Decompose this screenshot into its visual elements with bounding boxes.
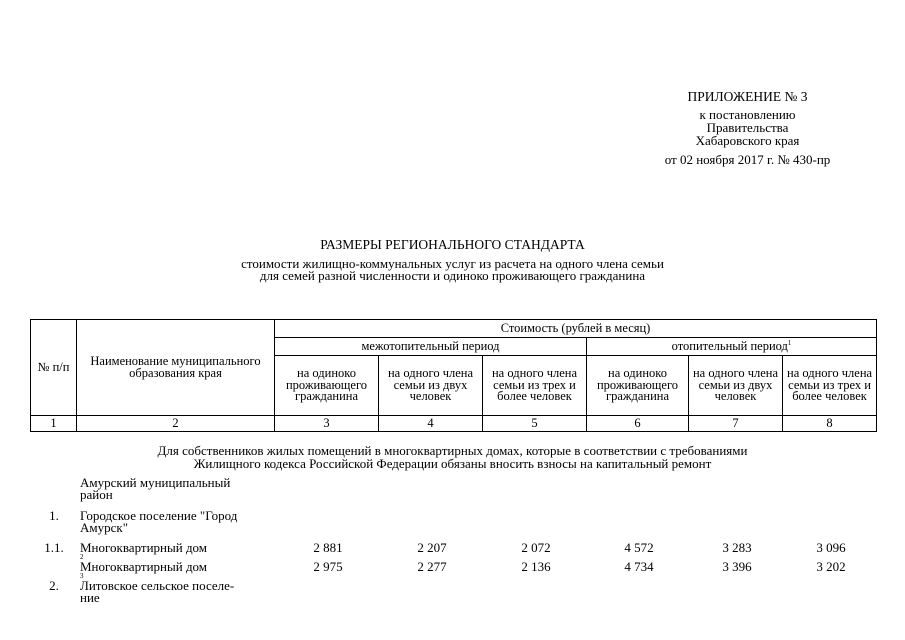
appendix-title: ПРИЛОЖЕНИЕ № 3 — [687, 89, 808, 104]
document-subtitle — [0, 258, 905, 282]
footnote-marker: 3 — [80, 572, 84, 580]
appendix-line-1: к постановлению — [699, 107, 796, 122]
value-cell: 2 277 — [417, 559, 447, 574]
value-cell: 4 734 — [624, 559, 654, 574]
column-number-4: 4 — [379, 416, 483, 432]
column-number-6: 6 — [587, 416, 689, 432]
header-municipality: Наименование муниципального образования края — [77, 320, 275, 416]
appendix-block — [640, 90, 855, 166]
header-single-inter: на одиноко проживающего гражданина — [275, 356, 379, 416]
header-two-inter: на одного члена семьи из двух человек — [379, 356, 483, 416]
section-note-line-2: Жилищного кодекса Российской Федерации обязаны вносить взносы на капитальный ремонт — [193, 456, 712, 471]
row-name-line-2: Амурск" — [80, 520, 129, 535]
column-number-5: 5 — [483, 416, 587, 432]
value-cell: 3 096 — [816, 540, 846, 555]
header-three-inter: на одного члена семьи из трех и более человек — [483, 356, 587, 416]
header-two-heating: на одного члена семьи из двух человек — [689, 356, 783, 416]
document-subtitle-line-1: стоимости жилищно-коммунальных услуг из расчета на одного члена семьи — [241, 256, 664, 271]
row-name — [80, 510, 275, 534]
row-name — [80, 477, 275, 501]
header-inter-heating-period: межотопительный период — [275, 338, 587, 356]
section-note — [100, 444, 805, 470]
row-name-line-1: Многоквартирный дом — [80, 540, 208, 555]
header-heating-period-label: отопительный период — [671, 338, 788, 353]
value-cell: 2 072 — [521, 540, 551, 555]
appendix-date: от 02 ноября 2017 г. № 430-пр — [664, 152, 831, 167]
header-cost: Стоимость (рублей в месяц) — [275, 320, 877, 338]
section-note-line-1: Для собственников жилых помещений в многоквартирных домах, которые в соответствии с требованиями — [157, 443, 748, 458]
value-cell: 4 572 — [624, 540, 654, 555]
footnote-marker: 2 — [80, 553, 84, 561]
appendix-line-3: Хабаровского края — [695, 133, 800, 148]
header-heating-period — [587, 338, 877, 356]
column-number-2: 2 — [77, 416, 275, 432]
row-name-line-1: Многоквартирный дом — [80, 559, 208, 574]
value-cell: 2 881 — [313, 540, 343, 555]
row-name-line-1: Амурский муниципальный — [80, 475, 231, 490]
row-name-line-1: Городское поселение "Город — [80, 508, 238, 523]
column-number-3: 3 — [275, 416, 379, 432]
value-cell: 3 283 — [722, 540, 752, 555]
row-number: 1.1. — [44, 540, 64, 555]
footnote-marker: 1 — [787, 338, 792, 347]
value-cell: 2 975 — [313, 559, 343, 574]
row-name-line-2: ние — [80, 590, 100, 605]
row-name-line-2: район — [80, 487, 113, 502]
value-cell: 2 136 — [521, 559, 551, 574]
header-number: № п/п — [31, 320, 77, 416]
standards-table-header — [30, 319, 877, 432]
row-number: 1. — [49, 508, 59, 523]
header-three-heating: на одного члена семьи из трех и более человек — [783, 356, 877, 416]
value-cell: 3 202 — [816, 559, 846, 574]
column-number-1: 1 — [31, 416, 77, 432]
document-title: РАЗМЕРЫ РЕГИОНАЛЬНОГО СТАНДАРТА — [320, 237, 585, 252]
row-name-line-1: Литовское сельское поселе- — [80, 578, 235, 593]
value-cell: 3 396 — [722, 559, 752, 574]
document-subtitle-line-2: для семей разной численности и одиноко проживающего гражданина — [259, 268, 646, 283]
value-cell: 2 207 — [417, 540, 447, 555]
column-number-8: 8 — [783, 416, 877, 432]
column-number-7: 7 — [689, 416, 783, 432]
header-single-heating: на одиноко проживающего гражданина — [587, 356, 689, 416]
row-number: 2. — [49, 578, 59, 593]
appendix-line-2: Правительства — [706, 120, 789, 135]
row-name — [80, 580, 275, 604]
